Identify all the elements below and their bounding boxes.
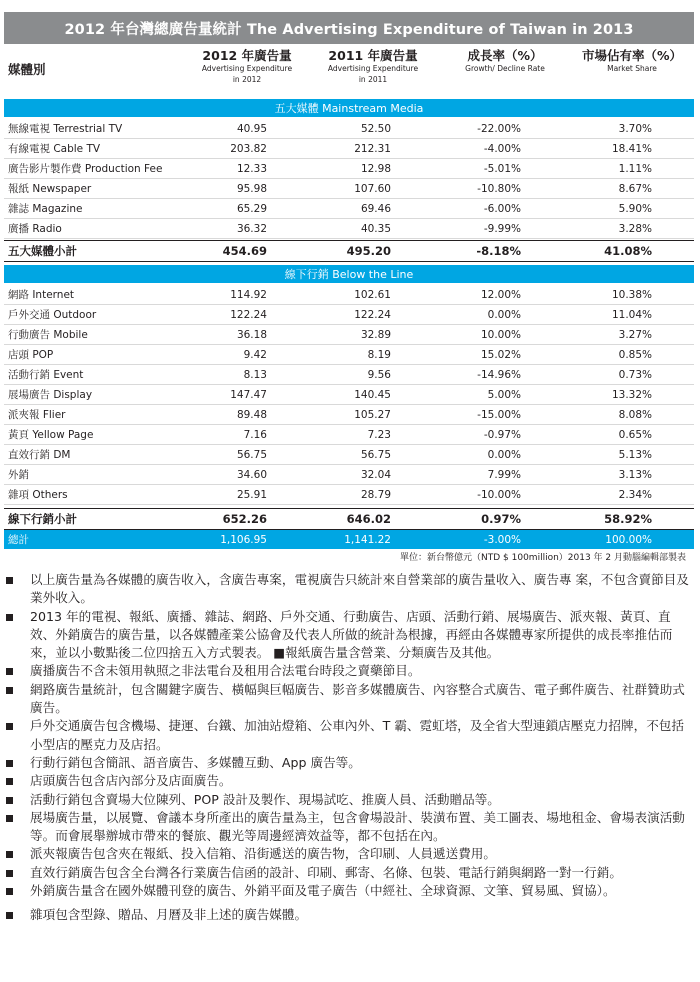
note-item [6,754,692,772]
table-title: 2012 年台灣總廣告量統計 The Advertising Expenditure of Taiwan in 2013 [4,12,694,44]
row-share: 10.38% [611,289,652,301]
row-growth: 0.97% [481,512,521,526]
table-row [4,159,694,179]
row-name: 網路 Internet [8,289,75,301]
row-share: 8.08% [618,409,652,421]
row-2011: 69.46 [360,203,391,215]
subtotal-btl [4,508,694,530]
bullet-icon [6,668,13,675]
row-2012: 203.82 [230,143,267,155]
row-name: 活動行銷 Event [8,369,84,381]
row-share: 3.13% [618,469,652,481]
row-share: 2.34% [618,489,652,501]
row-growth: 0.00% [487,449,521,461]
row-2011: 102.61 [354,289,391,301]
table-row [4,485,694,505]
note-item [6,864,692,882]
row-2011: 212.31 [354,143,391,155]
row-growth: 10.00% [480,329,521,341]
row-name: 總計 [8,534,29,546]
row-name: 派夾報 Flier [8,409,66,421]
row-2011: 56.75 [360,449,391,461]
row-2012: 454.69 [222,244,267,258]
row-name: 無線電視 Terrestrial TV [8,123,123,135]
bullet-icon [6,912,13,919]
bullet-icon [6,815,13,822]
header-2011-sub1: Advertising Expenditure [327,64,419,73]
row-2011: 9.56 [367,369,391,381]
row-2012: 56.75 [236,449,267,461]
row-growth: -0.97% [483,429,521,441]
note-text: 雜項包含型錄、贈品、月曆及非上述的廣告媒體。 [30,907,308,923]
note-item [6,791,692,809]
note-item [6,662,692,680]
header-2012-sub1: Advertising Expenditure [201,64,293,73]
header-share-sub: Market Share [607,64,657,73]
row-growth: -8.18% [476,244,521,258]
row-2012: 9.42 [243,349,267,361]
row-share: 5.13% [618,449,652,461]
note-item [6,772,692,790]
row-growth: 15.02% [480,349,521,361]
row-share: 18.41% [611,143,652,155]
row-name: 戶外交通 Outdoor [8,309,97,321]
row-name: 報紙 Newspaper [8,183,92,195]
bullet-icon [6,577,13,584]
row-2012: 12.33 [236,163,267,175]
row-name: 直效行銷 DM [8,449,71,461]
header-2012 [194,48,300,100]
row-2011: 12.98 [360,163,391,175]
row-name: 廣播 Radio [8,223,62,235]
row-share: 0.73% [618,369,652,381]
row-2011: 52.50 [360,123,391,135]
header-growth-main: 成長率（%） [467,48,543,63]
notes-list [6,571,692,925]
note-text: 直效行銷廣告包含全台灣各行業廣告信函的設計、印刷、郵寄、名條、包裝、電話行銷與網路一對一行銷。 [30,864,622,880]
row-name: 行動廣告 Mobile [8,329,88,341]
row-2012: 25.91 [236,489,267,501]
row-2011: 32.04 [360,469,391,481]
row-2011: 105.27 [354,409,391,421]
note-item [6,906,692,924]
subtotal-mainstream [4,240,694,262]
table-row [4,465,694,485]
row-name: 店頭 POP [8,349,54,361]
row-name: 雜項 Others [8,489,68,501]
note-text: 派夾報廣告包含夾在報紙、投入信箱、沿街遞送的廣告物，含印刷、人員遞送費用。 [30,846,496,862]
section-below-the-line: 線下行銷 Below the Line [4,265,694,283]
table-row [4,179,694,199]
row-share: 8.67% [618,183,652,195]
row-share: 100.00% [605,534,652,546]
row-2012: 114.92 [230,289,267,301]
table-row [4,139,694,159]
table-row [4,119,694,139]
note-item [6,845,692,863]
note-text: 2013 年的電視、報紙、廣播、雜誌、網路、戶外交通、行動廣告、店頭、活動行銷、展場廣告、派夾報、黃頁、直效、外銷廣告的廣告量，以各媒體產業公協會及代表人所做的統計為根據，再經由各媒體專家所提供的成長率推估而來，並以小數點後二位四捨五入方式製表。 ■報紙廣告量含營業、分類廣告及其他。 [30,608,673,661]
row-share: 0.65% [618,429,652,441]
row-share: 5.90% [618,203,652,215]
table-row [4,325,694,345]
row-name: 雜誌 Magazine [8,203,83,215]
note-text: 網路廣告量統計，包含關鍵字廣告、橫幅與巨幅廣告、影音多媒體廣告、內容整合式廣告、電子郵件廣告、社群贊助式廣告。 [30,681,685,716]
note-item [6,681,692,718]
row-share: 58.92% [604,512,652,526]
total-row [4,530,694,549]
table-row [4,425,694,445]
note-text: 戶外交通廣告包含機場、捷運、台鐵、加油站燈箱、公車內外、T 霸、霓虹塔，及全省大型連鎖店壓克力招牌，不包括小型店的壓克力及店招。 [30,718,684,752]
row-2011: 7.23 [367,429,391,441]
header-2011-sub2: in 2011 [358,75,388,84]
row-2011: 32.89 [360,329,391,341]
bullet-icon [6,797,13,804]
row-growth: -14.96% [477,369,521,381]
row-2011: 28.79 [360,489,391,501]
header-2011 [320,48,426,100]
note-item [6,608,692,663]
row-growth: -10.00% [477,489,521,501]
row-2011: 40.35 [360,223,391,235]
section-mainstream: 五大媒體 Mainstream Media [4,99,694,117]
row-growth: -3.00% [483,534,521,546]
header-2011-main: 2011 年廣告量 [328,48,418,63]
row-2011: 140.45 [354,389,391,401]
row-growth: 12.00% [480,289,521,301]
row-share: 1.11% [618,163,652,175]
row-growth: -6.00% [483,203,521,215]
note-item [6,882,692,900]
bullet-icon [6,851,13,858]
row-growth: 0.00% [487,309,521,321]
row-2012: 34.60 [236,469,267,481]
row-name: 線下行銷小計 [8,512,77,526]
row-name: 展場廣告 Display [8,389,93,401]
row-share: 3.70% [618,123,652,135]
row-2012: 8.13 [243,369,267,381]
row-growth: 7.99% [487,469,521,481]
row-2012: 95.98 [236,183,267,195]
row-2012: 65.29 [236,203,267,215]
row-2012: 147.47 [230,389,267,401]
note-text: 外銷廣告量含在國外媒體刊登的廣告、外銷平面及電子廣告（中經社、全球資源、文筆、貿易風、貿協）。 [30,883,616,899]
row-2012: 40.95 [236,123,267,135]
row-growth: -5.01% [483,163,521,175]
row-2011: 1,141.22 [344,534,391,546]
header-growth [450,48,560,100]
row-2011: 495.20 [346,244,391,258]
row-name: 五大媒體小計 [8,244,77,258]
header-growth-sub: Growth/ Decline Rate [465,64,545,73]
bullet-icon [6,888,13,895]
table-row [4,445,694,465]
row-name: 有線電視 Cable TV [8,143,101,155]
row-growth: -4.00% [483,143,521,155]
row-2012: 36.18 [236,329,267,341]
note-text: 以上廣告量為各媒體的廣告收入，含廣告專案，電視廣告只統計來自營業部的廣告量收入、廣告專 案，不包含賣節目及業外收入。 [30,572,689,606]
header-share-main: 市場佔有率（%） [581,48,683,63]
row-share: 13.32% [611,389,652,401]
row-growth: -9.99% [483,223,521,235]
note-text: 展場廣告量，以展覽、會議本身所產出的廣告量為主，包含會場設計、裝潢布置、美工圖表、場地租金、會場表演活動等。而會展舉辦城市帶來的餐旅、觀光等周邊經濟效益等，都不包括在內。 [30,809,685,844]
row-2012: 36.32 [236,223,267,235]
row-name: 黃頁 Yellow Page [8,429,94,441]
row-share: 3.27% [618,329,652,341]
unit-note: 單位：新台幣億元（NTD $ 100million）2013 年 2 月動腦編輯部製表 [400,553,686,563]
note-text: 活動行銷包含賣場大位陳列、POP 設計及製作、現場試吃、推廣人員、活動贈品等。 [30,791,500,807]
row-2012: 652.26 [222,512,267,526]
row-name: 廣告影片製作費 Production Fee [8,163,163,175]
bullet-icon [6,760,13,767]
row-2012: 1,106.95 [220,534,267,546]
row-share: 3.28% [618,223,652,235]
row-2011: 122.24 [354,309,391,321]
row-growth: 5.00% [487,389,521,401]
table-row [4,305,694,325]
table-row [4,285,694,305]
bullet-icon [6,687,13,694]
row-share: 11.04% [611,309,652,321]
row-2011: 646.02 [346,512,391,526]
header-media-type: 媒體別 [8,62,46,77]
row-growth: -22.00% [477,123,521,135]
row-share: 0.85% [618,349,652,361]
note-text: 行動行銷包含簡訊、語音廣告、多媒體互動、App 廣告等。 [30,754,361,770]
bullet-icon [6,778,13,785]
note-text: 廣播廣告不含未領用執照之非法電台及租用合法電台時段之賣藥節目。 [30,663,421,679]
note-item [6,717,692,754]
row-growth: -15.00% [477,409,521,421]
row-growth: -10.80% [477,183,521,195]
header-share [572,48,692,100]
note-item [6,809,692,846]
header-2012-sub2: in 2012 [232,75,262,84]
bullet-icon [6,614,13,621]
table-row [4,219,694,239]
row-2011: 107.60 [354,183,391,195]
note-item [6,571,692,608]
table-row [4,345,694,365]
table-row [4,385,694,405]
row-2012: 7.16 [243,429,267,441]
bullet-icon [6,723,13,730]
table-row [4,199,694,219]
header-2012-main: 2012 年廣告量 [202,48,292,63]
note-text: 店頭廣告包含店內部分及店面廣告。 [30,773,232,789]
row-2012: 89.48 [236,409,267,421]
row-name: 外銷 [8,469,29,481]
bullet-icon [6,870,13,877]
row-2012: 122.24 [230,309,267,321]
table-row [4,365,694,385]
table-row [4,405,694,425]
row-share: 41.08% [604,244,652,258]
row-2011: 8.19 [367,349,391,361]
